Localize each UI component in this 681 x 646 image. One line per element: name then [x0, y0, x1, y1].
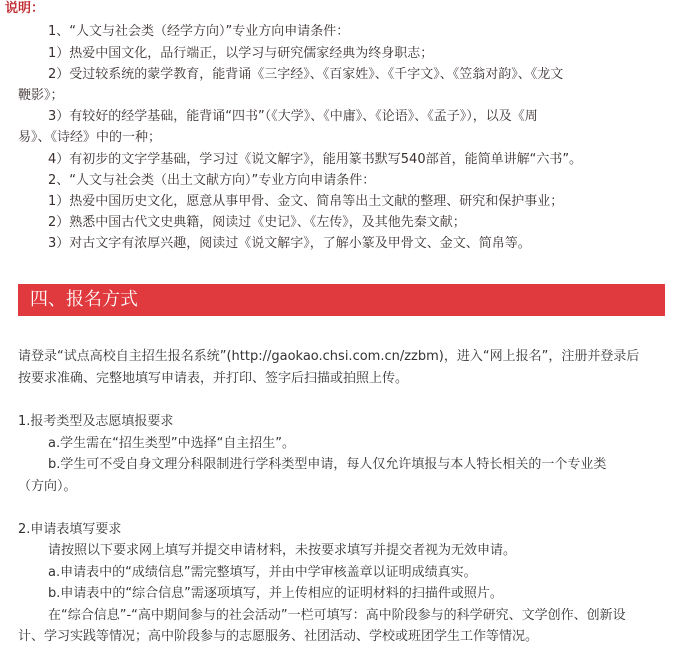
note-line: 4）有初步的文字学基础，学习过《说文解字》，能用篆书默写540部首，能简单讲解“六书”。: [48, 152, 583, 167]
item1-line: （方向）。: [18, 479, 77, 494]
item2-line: a.申请表中的“成绩信息”需完整填写，并由中学审核盖章以证明成绩真实。: [48, 565, 477, 580]
item1-line: a.学生需在“招生类型”中选择“自主招生”。: [48, 436, 296, 451]
item2-line: 在“综合信息”-“高中期间参与的社会活动”一栏可填写：高中阶段参与的科学研究、文学创作、创新设: [48, 608, 626, 623]
note-line: 1、“人文与社会类（经学方向）”专业方向申请条件：: [48, 24, 350, 39]
note-line: 鞭影》；: [18, 88, 64, 103]
item2-heading: 2.申请表填写要求: [18, 522, 122, 537]
item1-line: b.学生可不受自身文理分科限制进行学科类型申请，每人仅允许填报与本人特长相关的一个专业类: [48, 457, 607, 472]
note-line: 易》、《诗经》中的一种；: [18, 130, 162, 145]
note-line: 3）对古文字有浓厚兴趣，阅读过《说文解字》，了解小篆及甲骨文、金文、简帛等。: [48, 236, 531, 251]
note-label: 说明：: [5, 1, 45, 16]
intro-line: 请登录“试点高校自主招生报名系统”(http://gaokao.chsi.com.cn/zzbm)，进入“网上报名”，注册并登录后: [18, 349, 640, 364]
note-line: 2、“人文与社会类（出土文献方向）”专业方向申请条件：: [48, 173, 376, 188]
note-line: 1）热爱中国文化，品行端正，以学习与研究儒家经典为终身职志；: [48, 46, 434, 61]
section-heading: 四、报名方式: [18, 284, 665, 316]
item2-line: 计、学习实践等情况；高中阶段参与的志愿服务、社团活动、学校或班团学生工作等情况。: [18, 629, 539, 644]
item2-line: b.申请表中的“综合信息”需逐项填写，并上传相应的证明材料的扫描件或照片。: [48, 586, 503, 601]
note-line: 1）热爱中国历史文化，愿意从事甲骨、金文、简帛等出土文献的整理、研究和保护事业；: [48, 194, 564, 209]
item2-line: 请按照以下要求网上填写并提交申请材料，未按要求填写并提交者视为无效申请。: [48, 543, 517, 558]
note-line: 3）有较好的经学基础，能背诵“四书”（《大学》、《中庸》、《论语》、《孟子》），以及《周: [48, 109, 538, 124]
intro-line: 按要求准确、完整地填写申请表，并打印、签字后扫描或拍照上传。: [18, 371, 409, 386]
item1-heading: 1.报考类型及志愿填报要求: [18, 414, 174, 429]
note-line: 2）受过较系统的蒙学教育，能背诵《三字经》、《百家姓》、《千字文》、《笠翁对韵》、《龙文: [48, 67, 564, 82]
note-line: 2）熟悉中国古代文史典籍，阅读过《史记》、《左传》，及其他先秦文献；: [48, 215, 466, 230]
